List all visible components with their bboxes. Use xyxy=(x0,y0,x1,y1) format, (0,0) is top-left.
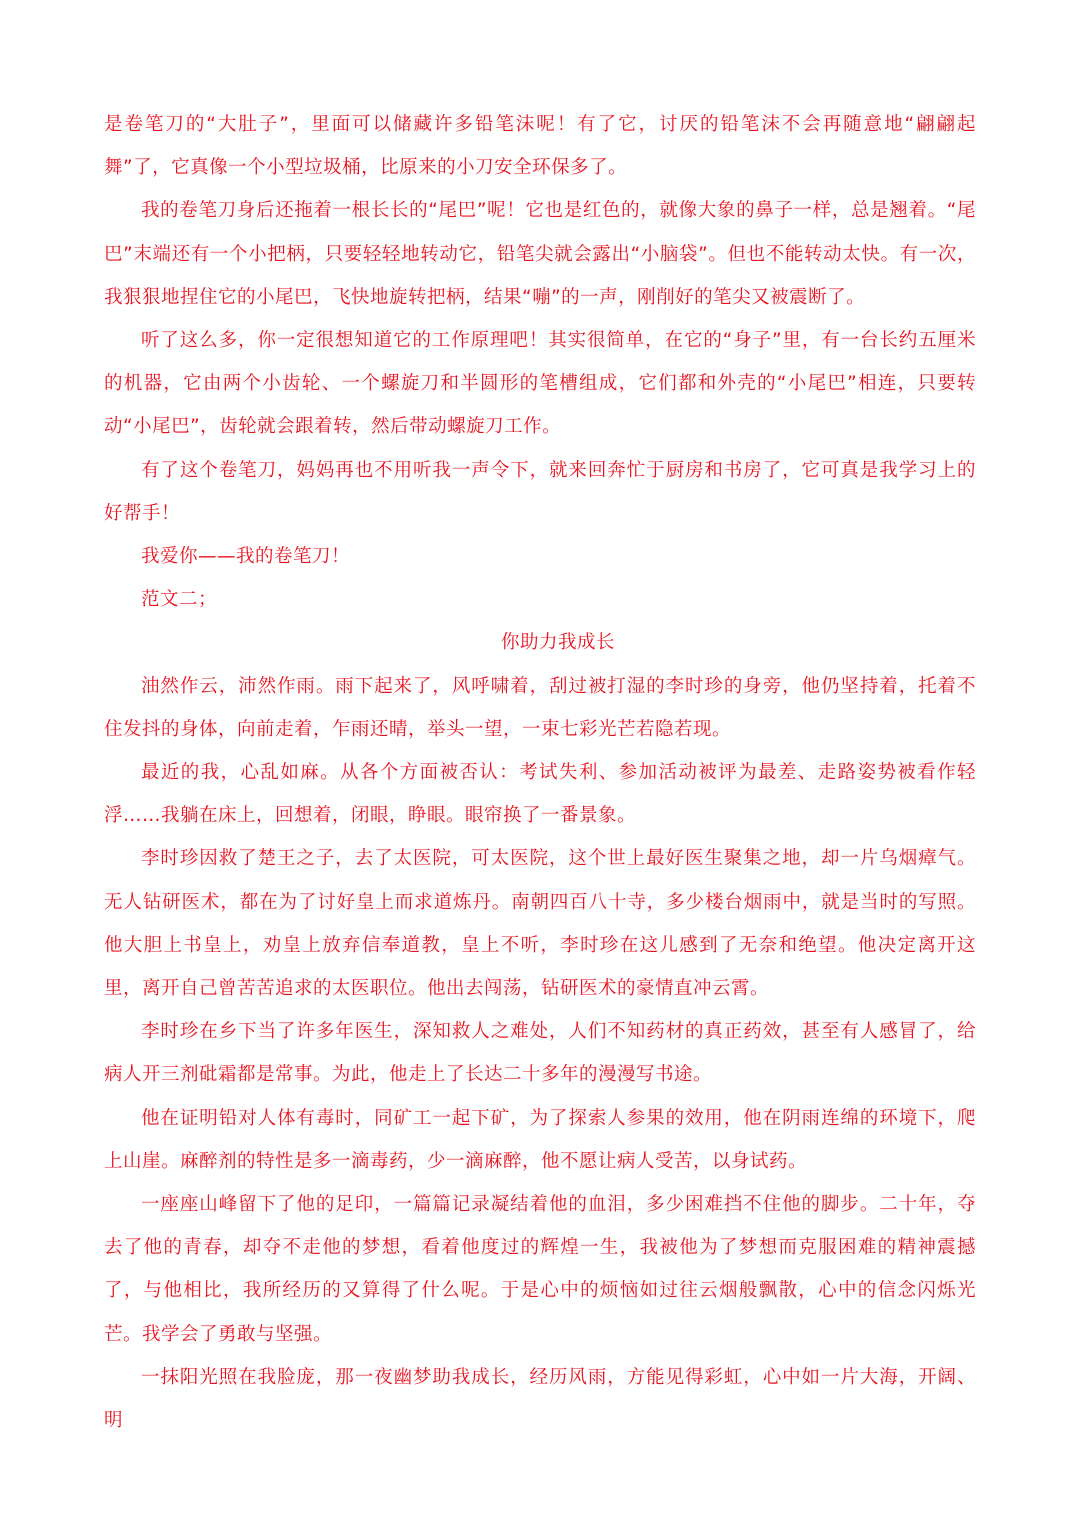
paragraph-love: 我爱你——我的卷笔刀！ xyxy=(141,546,351,568)
paragraph-mechanism: 听了这么多，你一定很想知道它的工作原理吧！其实很简单，在它的“身子”里，有一台长约五厘米的机器，它由两个小齿轮、一个螺旋刀和半圆形的笔槽组成，它们都和外壳的“小尾巴”相连，只要转动“小尾巴”，齿轮就会跟着转，然后带动螺旋刀工作。 xyxy=(104,330,976,438)
essay-paragraph-4: 李时珍在乡下当了许多年医生，深知救人之难处，人们不知药材的真正药效，甚至有人感冒了，给病人开三剂砒霜都是常事。为此，他走上了长达二十多年的漫漫写书途。 xyxy=(104,1021,976,1086)
essay-title: 你助力我成长 xyxy=(500,632,615,654)
essay-paragraph-6: 一座座山峰留下了他的足印，一篇篇记录凝结着他的血泪，多少困难挡不住他的脚步。二十年，夺去了他的青春，却夺不走他的梦想，看着他度过的辉煌一生，我被他为了梦想而克服困难的精神震撼了，与他相比，我所经历的又算得了什么呢。于是心中的烦恼如过往云烟般飘散，心中的信念闪烁光芒。我学会了勇敢与坚强。 xyxy=(104,1194,976,1345)
paragraph-continuation: 是卷笔刀的“大肚子”，里面可以储藏许多铅笔沫呢！有了它，讨厌的铅笔沫不会再随意地“翩翩起舞”了，它真像一个小型垃圾桶，比原来的小刀安全环保多了。 xyxy=(104,114,976,179)
essay-paragraph-1: 油然作云，沛然作雨。雨下起来了，风呼啸着，刮过被打湿的李时珍的身旁，他仍坚持着，托着不住发抖的身体，向前走着，乍雨还晴，举头一望，一束七彩光芒若隐若现。 xyxy=(104,675,976,740)
essay-paragraph-5: 他在证明铅对人体有毒时，同矿工一起下矿，为了探索人参果的效用，他在阴雨连绵的环境下，爬上山崖。麻醉剂的特性是多一滴毒药，少一滴麻醉，他不愿让病人受苦，以身试药。 xyxy=(104,1107,976,1172)
essay-paragraph-3: 李时珍因救了楚王之子，去了太医院，可太医院，这个世上最好医生聚集之地，却一片乌烟瘴气。无人钻研医术，都在为了讨好皇上而求道炼丹。南朝四百八十寺，多少楼台烟雨中，就是当时的写照。他大胆上书皇上，劝皇上放弃信奉道教，皇上不听，李时珍在这儿感到了无奈和绝望。他决定离开这里，离开自己曾苦苦追求的太医职位。他出去闯荡，钻研医术的豪情直冲云霄。 xyxy=(104,848,976,1000)
sample-essay-label: 范文二； xyxy=(141,589,218,611)
document-body xyxy=(104,103,976,1442)
paragraph-tail: 我的卷笔刀身后还拖着一根长长的“尾巴”呢！它也是红色的，就像大象的鼻子一样，总是翘着。“尾巴”末端还有一个小把柄，只要轻轻地转动它，铅笔尖就会露出“小脑袋”。但也不能转动太快。有一次，我狠狠地捏住它的小尾巴，飞快地旋转把柄，结果“嘣”的一声，刚削好的笔尖又被震断了。 xyxy=(104,200,976,308)
essay-paragraph-7: 一抹阳光照在我脸庞，那一夜幽梦助我成长，经历风雨，方能见得彩虹，心中如一片大海，开阔、明 xyxy=(104,1366,976,1432)
essay-paragraph-2: 最近的我，心乱如麻。从各个方面被否认：考试失利、参加活动被评为最差、走路姿势被看作轻浮……我躺在床上，回想着，闭眼，睁眼。眼帘换了一番景象。 xyxy=(104,762,976,827)
paragraph-helper: 有了这个卷笔刀，妈妈再也不用听我一声令下，就来回奔忙于厨房和书房了，它可真是我学习上的好帮手！ xyxy=(104,459,976,524)
